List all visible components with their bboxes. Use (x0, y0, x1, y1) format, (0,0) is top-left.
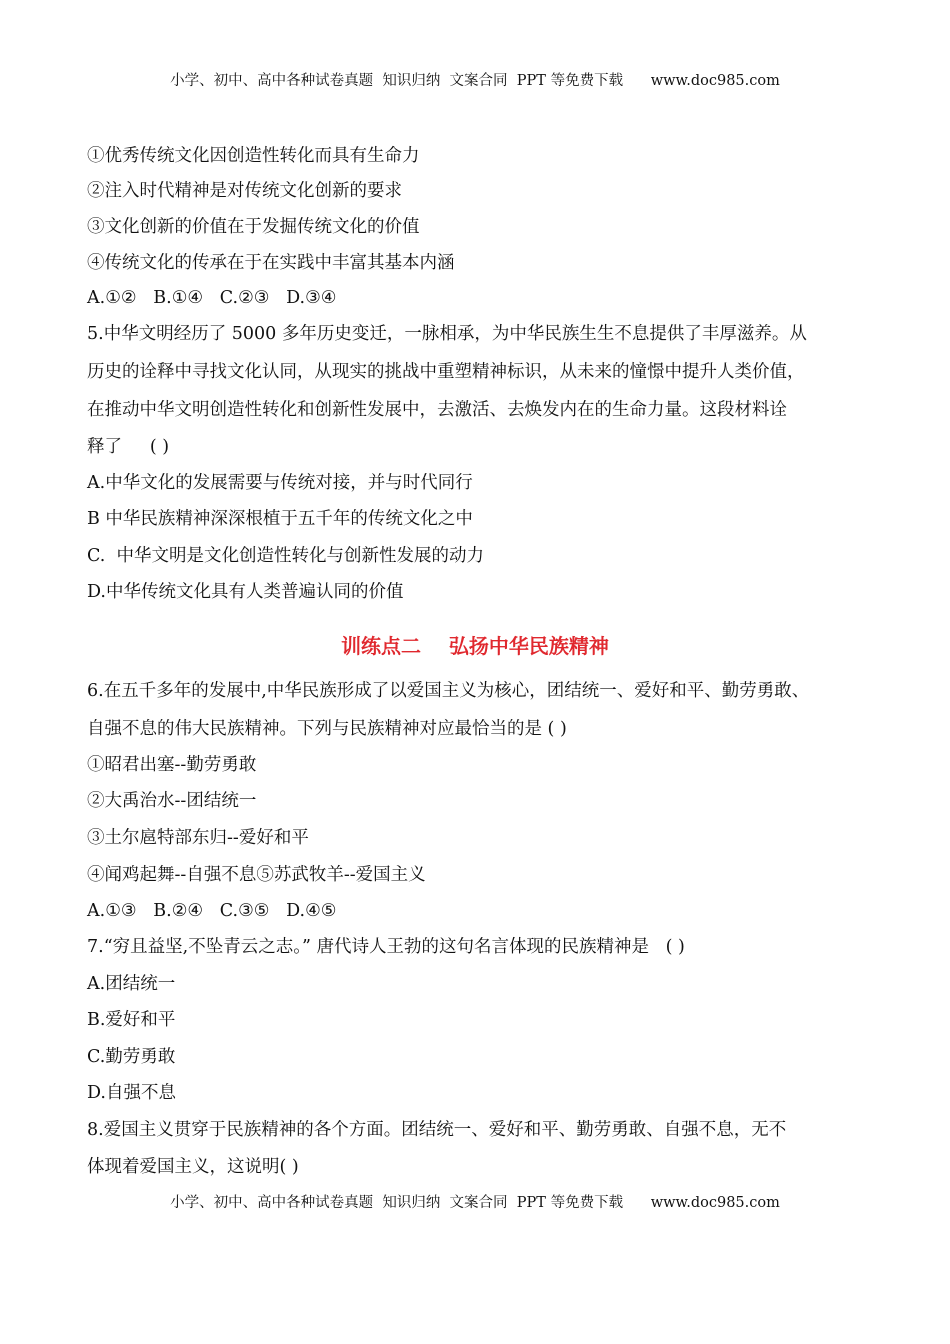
text-line: ④传统文化的传承在于在实践中丰富其基本内涵 (87, 253, 455, 273)
text-line: ①昭君出塞--勤劳勇敢 (87, 755, 257, 775)
text-line: 7.“穷且益坚,不坠青云之志。” 唐代诗人王勃的这句名言体现的民族精神是 ( ) (87, 937, 685, 957)
text-line: A.中华文化的发展需要与传统对接，并与时代同行 (87, 473, 473, 493)
text-line: ④闻鸡起舞--自强不息⑤苏武牧羊--爱国主义 (87, 865, 426, 885)
text-line: 6.在五千多年的发展中,中华民族形成了以爱国主义为核心，团结统一、爱好和平、勤劳勇敢、 (87, 681, 810, 701)
text-line: A.①③ B.②④ C.③⑤ D.④⑤ (87, 901, 337, 921)
text-line: 自强不息的伟大民族精神。下列与民族精神对应最恰当的是 ( ) (87, 719, 567, 739)
text-line: B.爱好和平 (87, 1010, 176, 1030)
text-line: 释了 ( ) (87, 437, 170, 457)
text-line: C.勤劳勇敢 (87, 1047, 176, 1067)
text-line: 5.中华文明经历了 5000 多年历史变迁，一脉相承，为中华民族生生不息提供了丰厚滋养。从 (87, 324, 807, 344)
text-line: C. 中华文明是文化创造性转化与创新性发展的动力 (87, 546, 484, 566)
section-title: 训练点二 弘扬中华民族精神 (341, 634, 609, 658)
page-header: 小学、初中、高中各种试卷真题 知识归纳 文案合同 PPT 等免费下载 www.doc985.com (170, 73, 780, 89)
text-line: ②注入时代精神是对传统文化创新的要求 (87, 181, 402, 201)
text-line: A.①② B.①④ C.②③ D.③④ (87, 288, 337, 308)
text-line: ①优秀传统文化因创造性转化而具有生命力 (87, 146, 420, 166)
page-footer: 小学、初中、高中各种试卷真题 知识归纳 文案合同 PPT 等免费下载 www.doc985.com (170, 1195, 780, 1211)
text-line: 在推动中华文明创造性转化和创新性发展中，去激活、去焕发内在的生命力量。这段材料诠 (87, 400, 787, 420)
text-line: B 中华民族精神深深根植于五千年的传统文化之中 (87, 509, 473, 529)
text-line: D.自强不息 (87, 1083, 176, 1103)
text-line: D.中华传统文化具有人类普遍认同的价值 (87, 582, 404, 602)
text-line: ③文化创新的价值在于发掘传统文化的价值 (87, 217, 420, 237)
text-line: 8.爱国主义贯穿于民族精神的各个方面。团结统一、爱好和平、勤劳勇敢、自强不息，无不 (87, 1120, 787, 1140)
text-line: A.团结统一 (87, 974, 176, 994)
text-line: ③土尔扈特部东归--爱好和平 (87, 828, 309, 848)
text-line: 体现着爱国主义，这说明( ) (87, 1157, 299, 1177)
text-line: 历史的诠释中寻找文化认同，从现实的挑战中重塑精神标识，从未来的憧憬中提升人类价值， (87, 362, 805, 382)
text-line: ②大禹治水--团结统一 (87, 791, 257, 811)
